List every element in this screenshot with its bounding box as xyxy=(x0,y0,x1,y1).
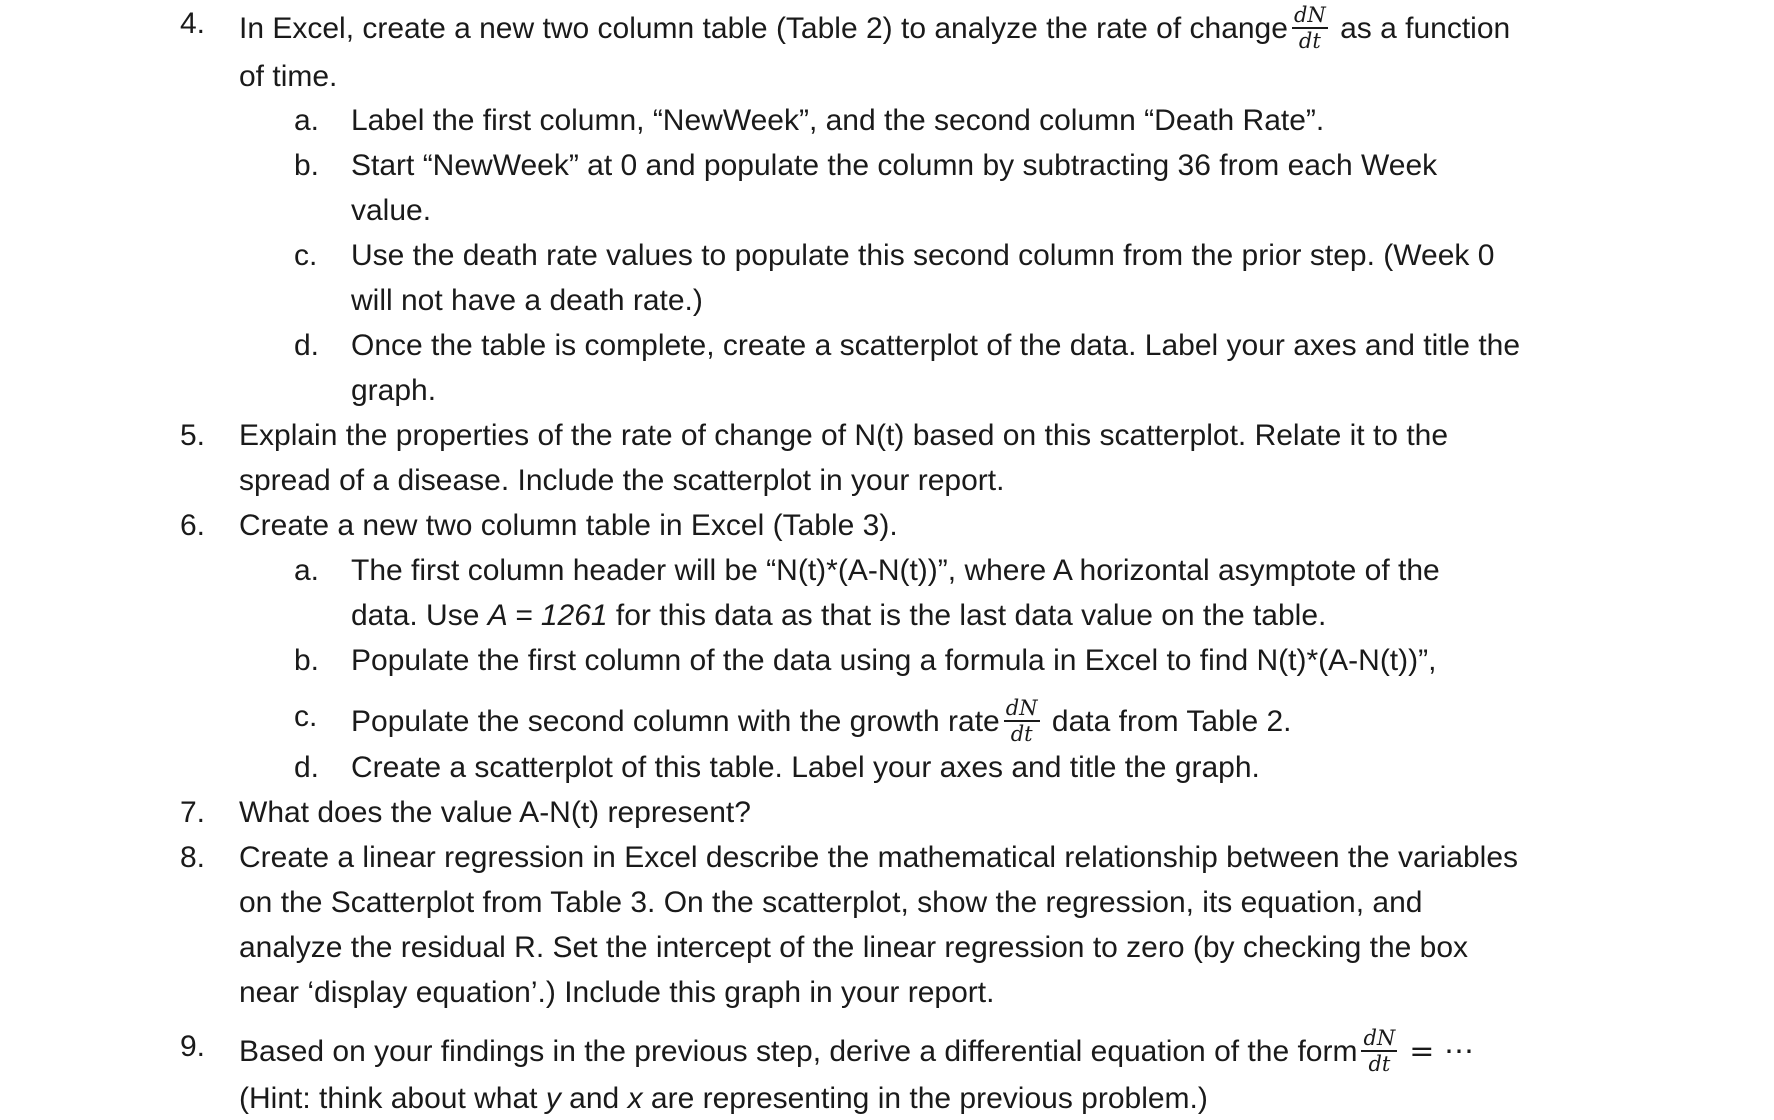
item-9-line-2 xyxy=(239,1081,1208,1117)
item-4a-text: Label the first column, “NewWeek”, and the second column “Death Rate”. xyxy=(351,104,1325,137)
sub-item-letter: d. xyxy=(294,751,320,784)
fraction-denominator: dt xyxy=(1298,29,1321,53)
item-number: 4. xyxy=(180,7,206,40)
sub-item-letter: a. xyxy=(294,554,320,587)
item-7-line-1: What does the value A-N(t) represent? xyxy=(239,796,751,829)
item-6a-text-1: The first column header will be “N(t)*(A-N(t))”, where A horizontal asymptote of the xyxy=(351,554,1440,587)
item-4c-text-1: Use the death rate values to populate this second column from the prior step. (Week 0 xyxy=(351,239,1495,272)
fraction-numerator: dN xyxy=(1293,3,1326,27)
item-text: Based on your findings in the previous step, derive a differential equation of the form xyxy=(239,1034,1358,1068)
item-text: In Excel, create a new two column table (Table 2) to analyze the rate of change xyxy=(239,11,1288,45)
sub-item-letter: d. xyxy=(294,329,320,362)
item-8-line-1: Create a linear regression in Excel describe the mathematical relationship between the variables xyxy=(239,841,1519,874)
fraction-numerator: dN xyxy=(1005,696,1038,720)
sub-item-letter: a. xyxy=(294,104,320,137)
item-number: 6. xyxy=(180,509,206,542)
item-4d-text-1: Once the table is complete, create a scatterplot of the data. Label your axes and title the xyxy=(351,329,1521,362)
variable-x: x xyxy=(627,1082,643,1115)
item-4c-text-2: will not have a death rate.) xyxy=(351,284,703,317)
item-text: for this data as that is the last data value on the table. xyxy=(607,599,1327,632)
item-8-line-3: analyze the residual R. Set the intercept of the linear regression to zero (by checking the box xyxy=(239,931,1469,964)
item-text: data from Table 2. xyxy=(1043,704,1292,738)
dn-dt-fraction xyxy=(1361,1027,1397,1075)
equals-ellipsis: = ⋯ xyxy=(1409,1033,1474,1069)
item-number: 7. xyxy=(180,796,206,829)
sub-item-letter: b. xyxy=(294,644,320,677)
asymptote-value: A = 1261 xyxy=(487,599,608,632)
item-5-line-1: Explain the properties of the rate of change of N(t) based on this scatterplot. Relate it to the xyxy=(239,419,1449,452)
item-8-line-4: near ‘display equation’.) Include this graph in your report. xyxy=(239,976,995,1009)
variable-y: y xyxy=(545,1082,561,1115)
item-text: are representing in the previous problem.) xyxy=(642,1082,1208,1115)
item-6d-text: Create a scatterplot of this table. Label your axes and title the graph. xyxy=(351,751,1260,784)
item-5-line-2: spread of a disease. Include the scatterplot in your report. xyxy=(239,464,1005,497)
dn-dt-fraction xyxy=(1292,4,1328,52)
item-number: 5. xyxy=(180,419,206,452)
item-4b-text-2: value. xyxy=(351,194,432,227)
item-6b-text: Populate the first column of the data using a formula in Excel to find N(t)*(A-N(t))”, xyxy=(351,644,1437,677)
fraction-denominator: dt xyxy=(1368,1052,1391,1076)
item-text: as a function xyxy=(1331,11,1511,45)
sub-item-letter: c. xyxy=(294,239,318,272)
item-number: 8. xyxy=(180,841,206,874)
item-text: data. Use xyxy=(351,599,488,632)
sub-item-letter: c. xyxy=(294,700,318,733)
fraction-denominator: dt xyxy=(1010,722,1033,746)
sub-item-letter: b. xyxy=(294,149,320,182)
item-6-line-1: Create a new two column table in Excel (Table 3). xyxy=(239,509,898,542)
item-4d-text-2: graph. xyxy=(351,374,437,407)
item-text: and xyxy=(560,1082,628,1115)
item-4-line-1 xyxy=(239,3,1511,54)
item-9-line-1 xyxy=(239,1026,1474,1077)
item-4b-text-1: Start “NewWeek” at 0 and populate the column by subtracting 36 from each Week xyxy=(351,149,1438,182)
item-6c-text xyxy=(351,696,1292,747)
fraction-numerator: dN xyxy=(1363,1026,1396,1050)
item-text: Populate the second column with the growth rate xyxy=(351,704,1000,738)
item-4-line-2: of time. xyxy=(239,60,338,93)
item-text: (Hint: think about what xyxy=(239,1082,546,1115)
item-6a-text-2 xyxy=(351,598,1326,634)
item-8-line-2: on the Scatterplot from Table 3. On the scatterplot, show the regression, its equation, and xyxy=(239,886,1423,919)
dn-dt-fraction xyxy=(1004,697,1040,745)
item-number: 9. xyxy=(180,1030,206,1063)
